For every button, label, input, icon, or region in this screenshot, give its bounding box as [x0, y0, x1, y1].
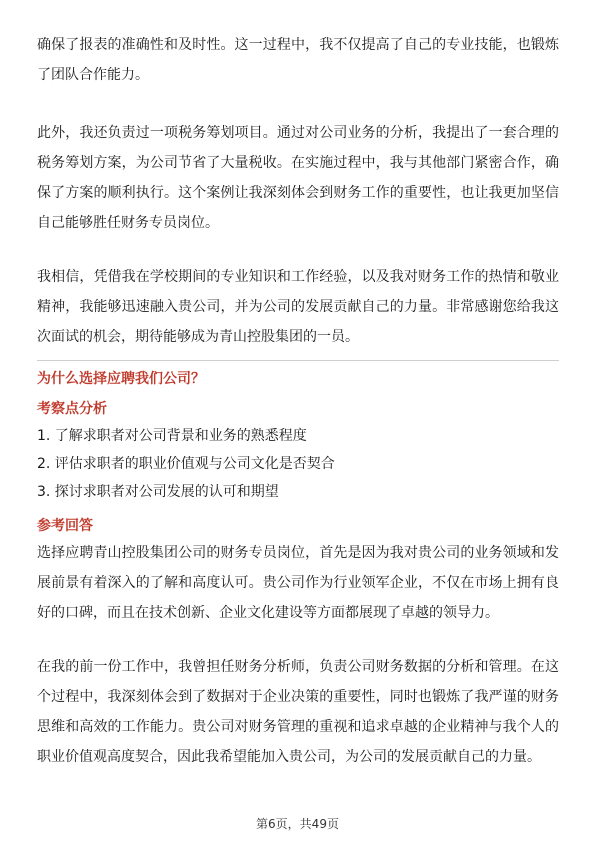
question-title: 为什么选择应聘我们公司？ — [37, 371, 205, 387]
page-number: 第6页，共49页 — [256, 817, 339, 831]
answer-paragraph-1: 选择应聘青山控股集团公司的财务专员岗位，首先是因为我对贵公司的业务领域和发展前景有着深入的了解和高度认可。贵公司作为行业领军企业，不仅在市场上拥有良好的口碑，而且在技术创新、企业文化建设等方面都展现了卓越的领导力。 — [37, 545, 559, 621]
analysis-heading: 考察点分析 — [37, 401, 107, 417]
body-paragraph-1: 确保了报表的准确性和及时性。这一过程中，我不仅提高了自己的专业技能，也锻炼了团队合作能力。 — [37, 37, 559, 83]
section-divider — [37, 360, 559, 361]
answer-heading: 参考回答 — [37, 518, 93, 534]
list-item: 2. 评估求职者的职业价值观与公司文化是否契合 — [37, 456, 335, 472]
list-item: 1. 了解求职者对公司背景和业务的熟悉程度 — [37, 428, 307, 444]
body-paragraph-2: 此外，我还负责过一项税务筹划项目。通过对公司业务的分析，我提出了一套合理的税务筹划方案，为公司节省了大量税收。在实施过程中，我与其他部门紧密合作，确保了方案的顺利执行。这个案例让我深刻体会到财务工作的重要性，也让我更加坚信自己能够胜任财务专员岗位。 — [37, 125, 559, 231]
answer-paragraph-2: 在我的前一份工作中，我曾担任财务分析师，负责公司财务数据的分析和管理。在这个过程中，我深刻体会到了数据对于企业决策的重要性，同时也锻炼了我严谨的财务思维和高效的工作能力。贵公司对财务管理的重视和追求卓越的企业精神与我个人的职业价值观高度契合，因此我希望能加入贵公司，为公司的发展贡献自己的力量。 — [37, 659, 559, 765]
list-item: 3. 探讨求职者对公司发展的认可和期望 — [37, 484, 279, 500]
body-paragraph-3: 我相信，凭借我在学校期间的专业知识和工作经验，以及我对财务工作的热情和敬业精神，我能够迅速融入贵公司，并为公司的发展贡献自己的力量。非常感谢您给我这次面试的机会，期待能够成为青山控股集团的一员。 — [37, 269, 559, 345]
